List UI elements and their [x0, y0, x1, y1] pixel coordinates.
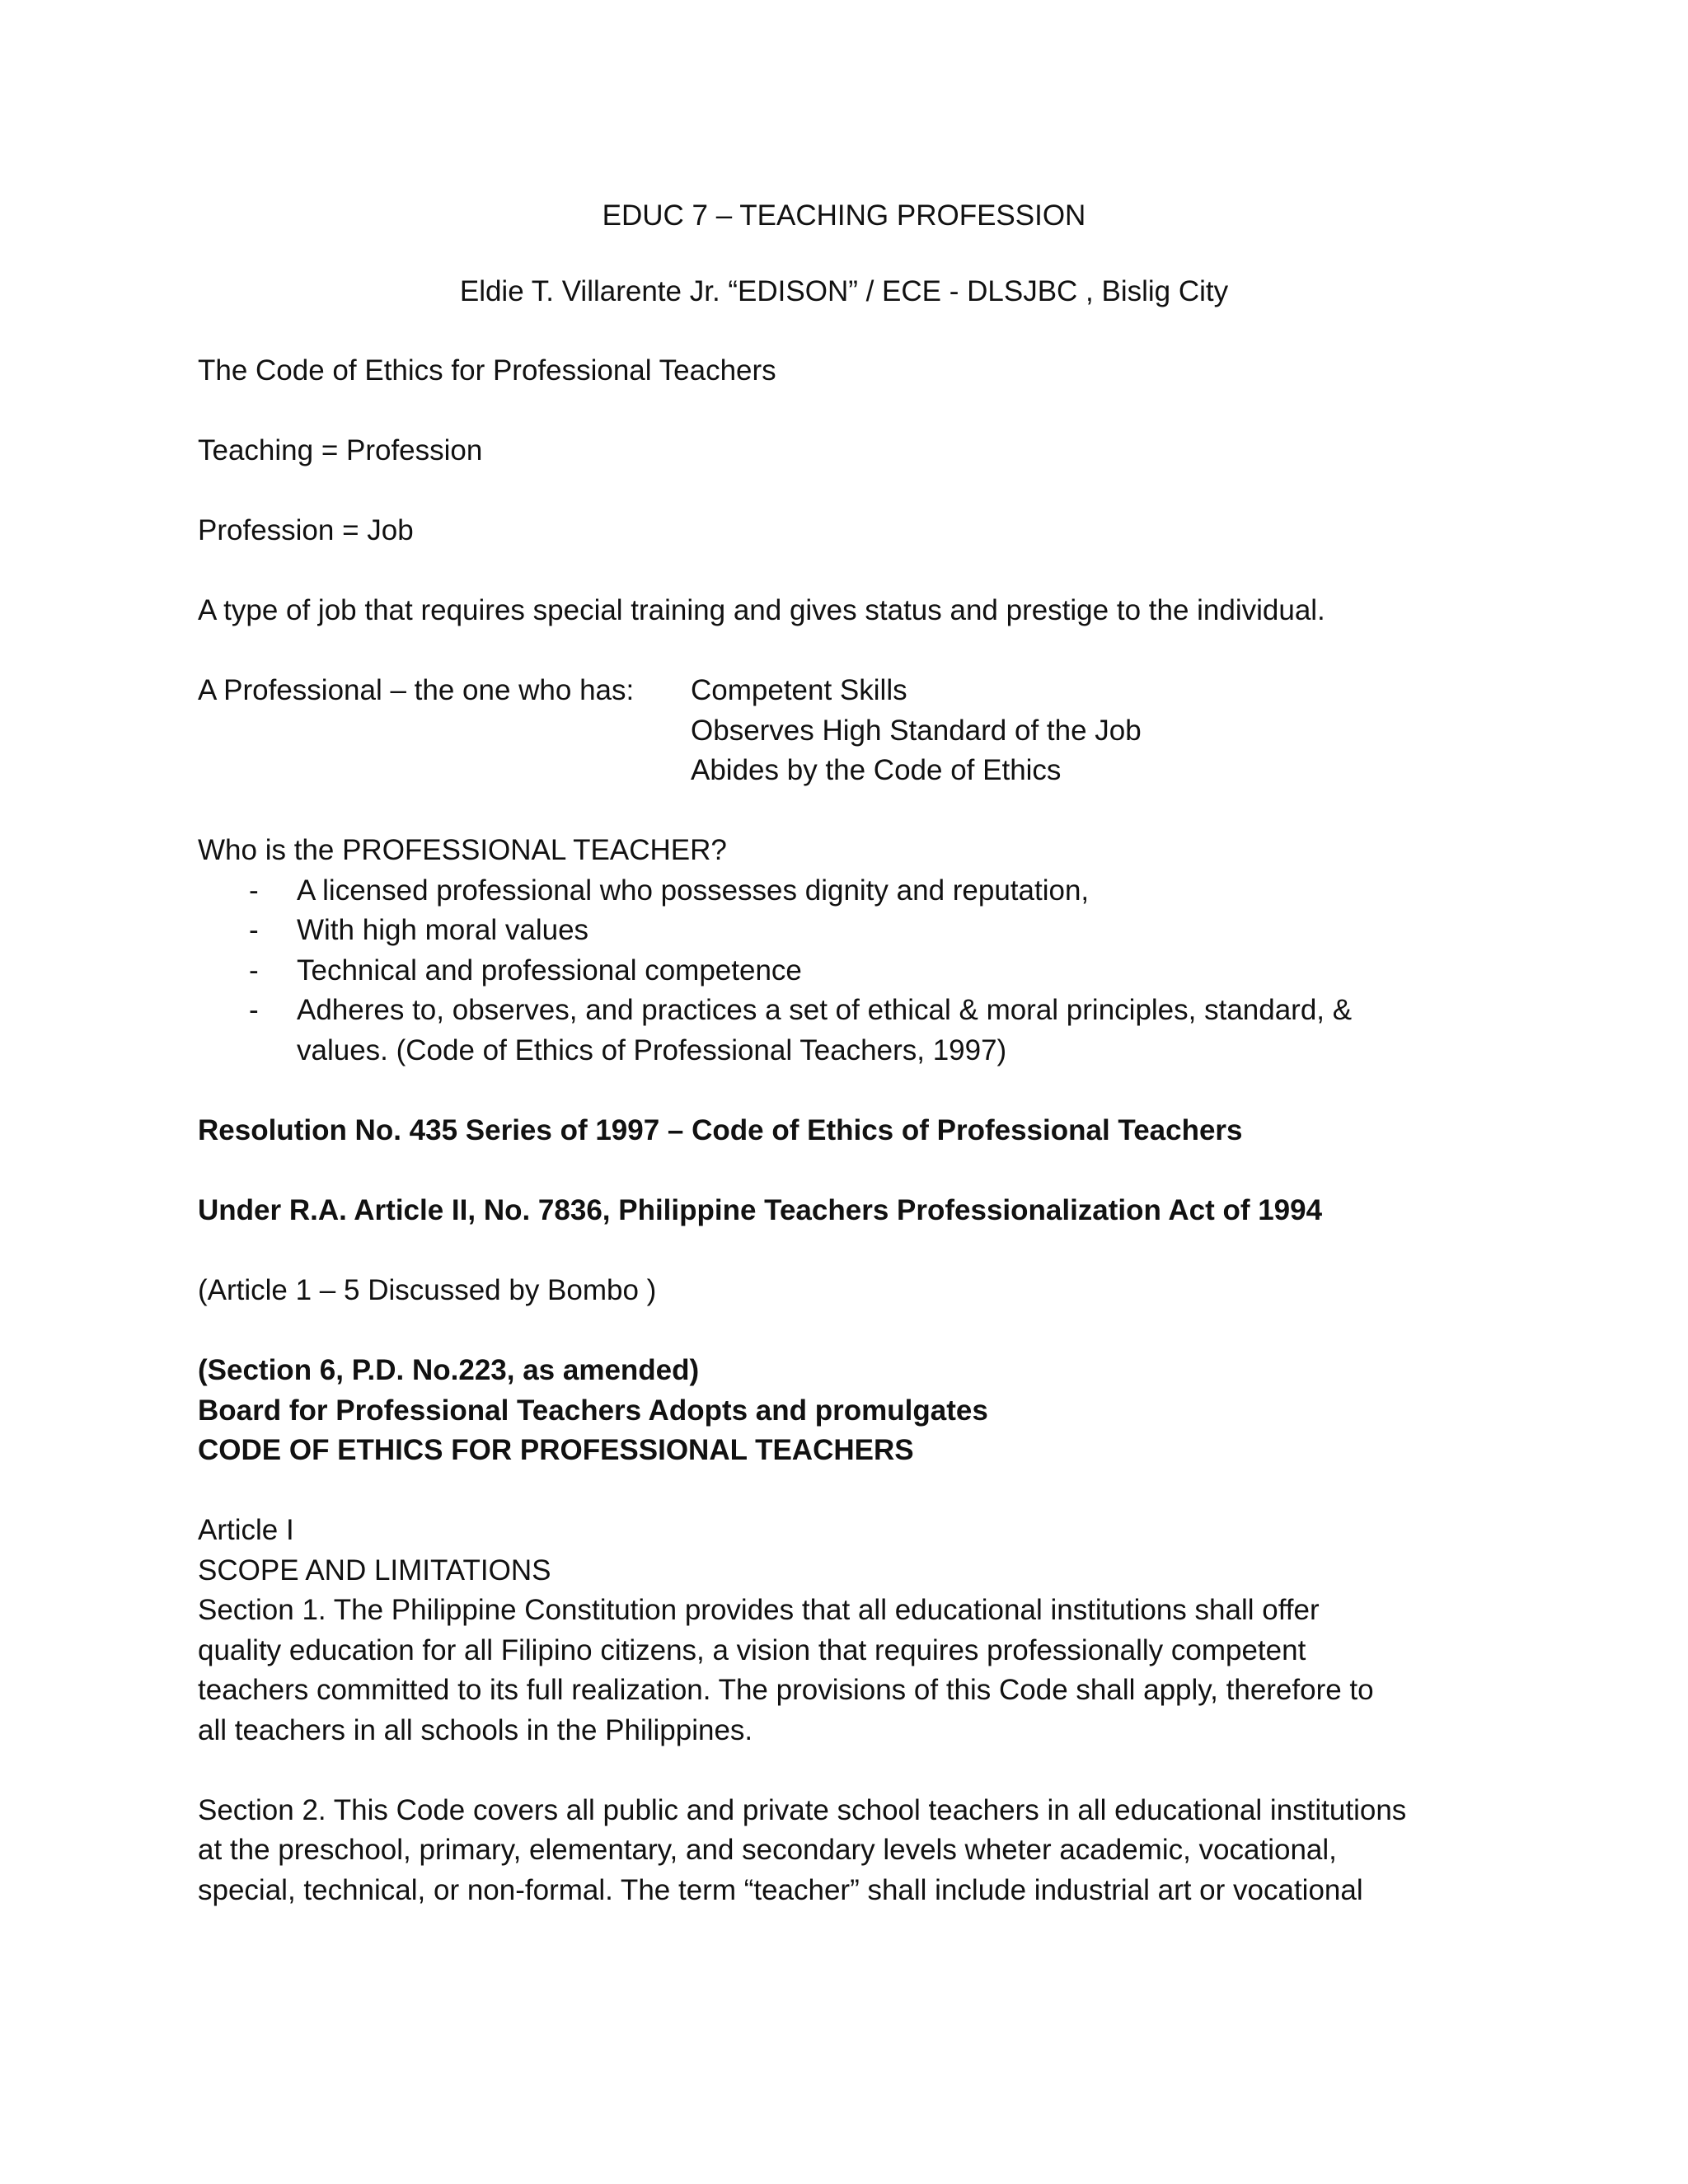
- paragraph-line: at the preschool, primary, elementary, and secondary levels wheter academic, vocational,: [198, 1834, 1337, 1866]
- list-item-continuation: values. (Code of Ethics of Professional Teachers, 1997): [297, 1034, 1007, 1066]
- paragraph-line: quality education for all Filipino citizens, a vision that requires professionally competent: [198, 1634, 1306, 1666]
- paragraph-line: all teachers in all schools in the Philippines.: [198, 1714, 753, 1746]
- list-item: Adheres to, observes, and practices a set of ethical & moral principles, standard, &: [297, 994, 1353, 1026]
- act-line: Under R.A. Article II, No. 7836, Philippine Teachers Professionalization Act of 1994: [198, 1194, 1323, 1226]
- article-subheading: SCOPE AND LIMITATIONS: [198, 1554, 551, 1586]
- paragraph-line: special, technical, or non-formal. The term “teacher” shall include industrial art or vocational: [198, 1874, 1363, 1906]
- resolution-line: Resolution No. 435 Series of 1997 – Code of Ethics of Professional Teachers: [198, 1114, 1243, 1146]
- equation-profession: Profession = Job: [198, 514, 414, 546]
- equation-teaching: Teaching = Profession: [198, 434, 483, 466]
- paragraph-line: Section 1. The Philippine Constitution provides that all educational institutions shall offer: [198, 1594, 1320, 1626]
- bullet-dash: -: [249, 954, 259, 987]
- paragraph-line: teachers committed to its full realization. The provisions of this Code shall apply, therefore to: [198, 1674, 1374, 1706]
- teacher-question: Who is the PROFESSIONAL TEACHER?: [198, 834, 727, 866]
- professional-label: A Professional – the one who has:: [198, 674, 635, 706]
- list-item: Technical and professional competence: [297, 954, 802, 987]
- code-title: CODE OF ETHICS FOR PROFESSIONAL TEACHERS: [198, 1434, 914, 1466]
- section-reference: (Section 6, P.D. No.223, as amended): [198, 1354, 700, 1386]
- list-item: A licensed professional who possesses dignity and reputation,: [297, 874, 1090, 907]
- article-heading: Article I: [198, 1514, 294, 1546]
- definition-text: A type of job that requires special training and gives status and prestige to the individual.: [198, 594, 1325, 626]
- bullet-dash: -: [249, 994, 259, 1026]
- topic-heading: The Code of Ethics for Professional Teachers: [198, 354, 776, 387]
- board-line: Board for Professional Teachers Adopts and promulgates: [198, 1394, 988, 1427]
- discussed-note: (Article 1 – 5 Discussed by Bombo ): [198, 1274, 657, 1306]
- bullet-dash: -: [249, 914, 259, 946]
- quality-item: Observes High Standard of the Job: [691, 715, 1142, 747]
- quality-item: Abides by the Code of Ethics: [691, 754, 1062, 786]
- author-line: Eldie T. Villarente Jr. “EDISON” / ECE - DLSJBC , Bislig City: [459, 275, 1229, 307]
- course-title: EDUC 7 – TEACHING PROFESSION: [602, 199, 1086, 232]
- bullet-dash: -: [249, 874, 259, 907]
- paragraph-line: Section 2. This Code covers all public and private school teachers in all educational institutions: [198, 1794, 1407, 1826]
- list-item: With high moral values: [297, 914, 589, 946]
- quality-item: Competent Skills: [691, 674, 907, 706]
